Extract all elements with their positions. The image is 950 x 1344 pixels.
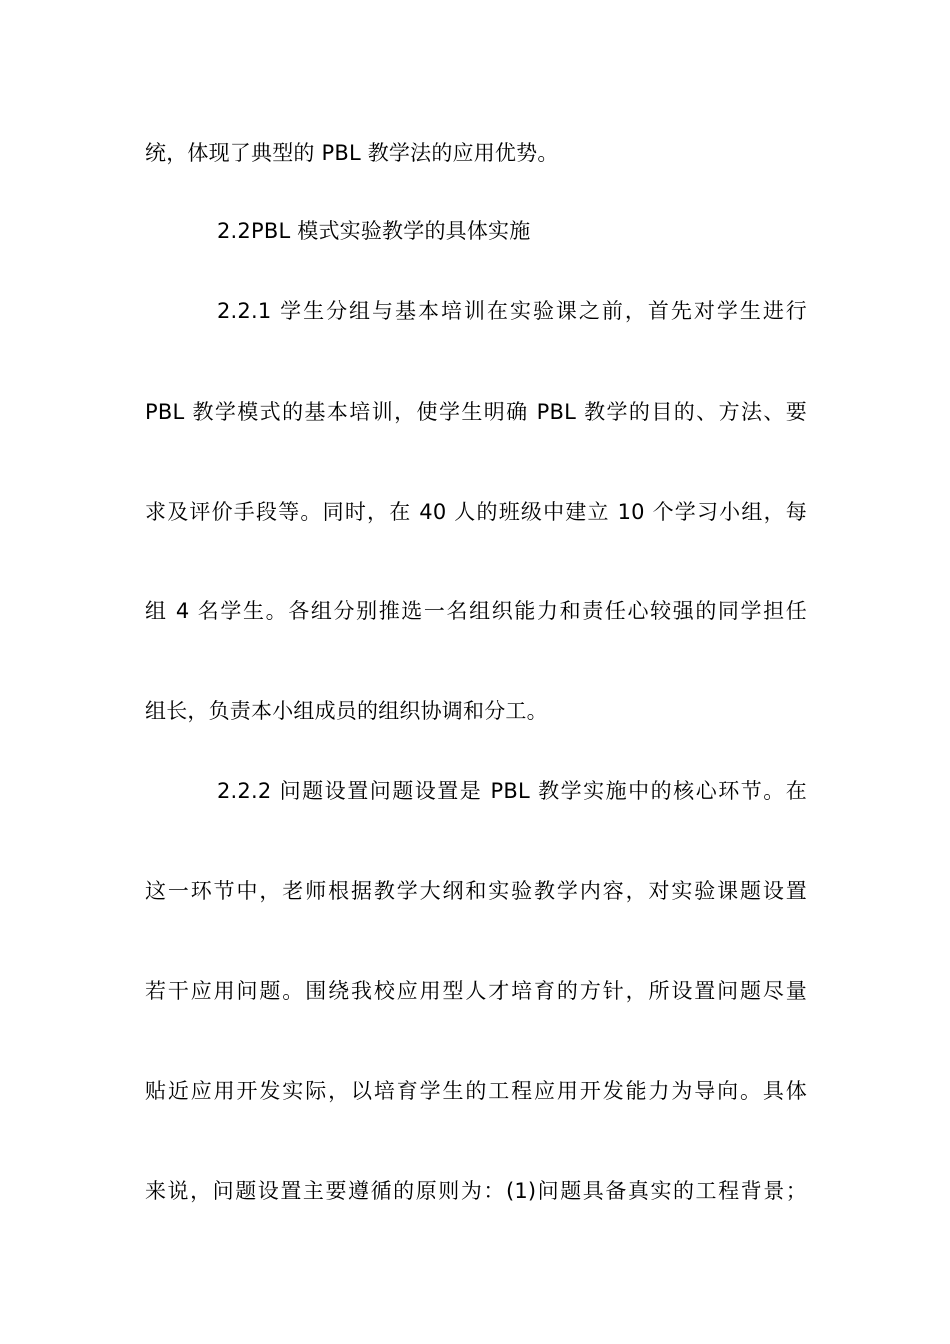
text-line-3: 2.2.1 学生分组与基本培训在实验课之前，首先对学生进行 — [217, 299, 807, 323]
section-heading-2-2: 2.2PBL 模式实验教学的具体实施 — [217, 219, 531, 243]
text-line-8: 2.2.2 问题设置问题设置是 PBL 教学实施中的核心环节。在 — [217, 779, 807, 803]
text-line-6: 组 4 名学生。各组分别推选一名组织能力和责任心较强的同学担任 — [145, 599, 807, 623]
text-line-11: 贴近应用开发实际，以培育学生的工程应用开发能力为导向。具体 — [145, 1079, 807, 1103]
text-line-4: PBL 教学模式的基本培训，使学生明确 PBL 教学的目的、方法、要 — [145, 400, 807, 424]
text-line-7: 组长，负责本小组成员的组织协调和分工。 — [145, 699, 548, 723]
text-line-9: 这一环节中，老师根据教学大纲和实验教学内容，对实验课题设置 — [145, 879, 807, 903]
text-line-12: 来说，问题设置主要遵循的原则为：(1)问题具备真实的工程背景； — [145, 1179, 807, 1203]
text-line-5: 求及评价手段等。同时，在 40 人的班级中建立 10 个学习小组，每 — [145, 500, 807, 524]
text-line-1: 统，体现了典型的 PBL 教学法的应用优势。 — [145, 141, 559, 165]
text-line-10: 若干应用问题。围绕我校应用型人才培育的方针，所设置问题尽量 — [145, 979, 807, 1003]
